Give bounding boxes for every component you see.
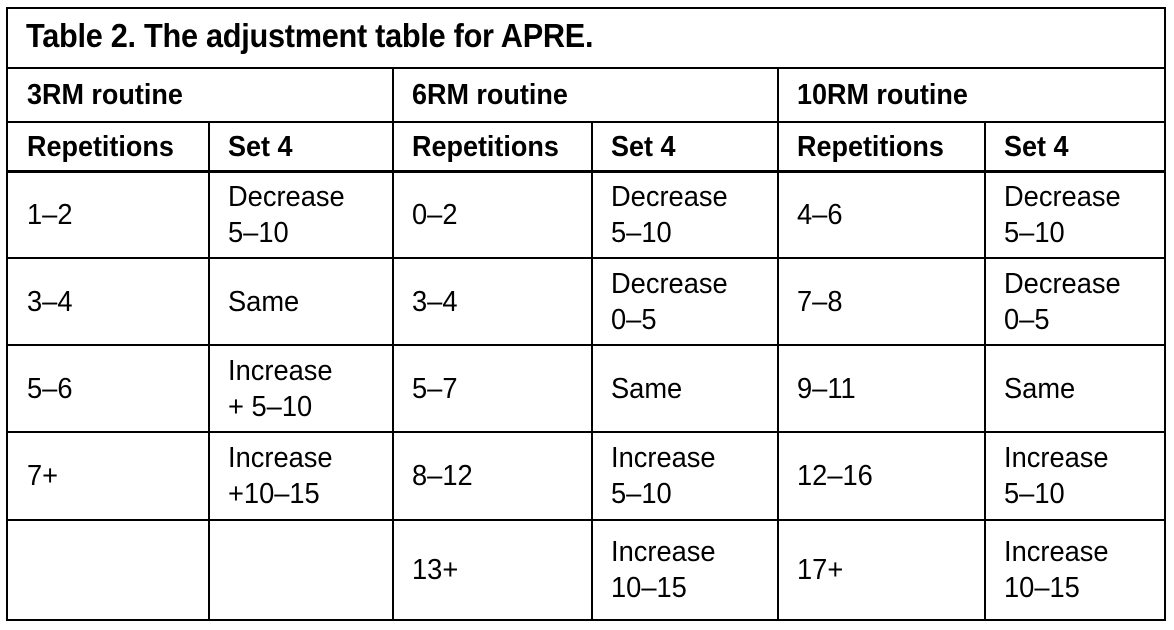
table-cell (797, 345, 859, 432)
table-cell (27, 432, 60, 520)
table-cell-value: Decrease 0–5 (611, 267, 728, 336)
table-cell (797, 172, 845, 258)
table-cell-value: 5–6 (27, 372, 73, 405)
group-header (27, 68, 195, 122)
column-divider (208, 122, 210, 620)
table-cell (27, 172, 75, 258)
column-header (228, 122, 297, 172)
table-cell-value: 1–2 (27, 199, 73, 231)
table-cell (797, 432, 878, 520)
group-header-label: 6RM routine (412, 79, 568, 111)
table-cell-value: 4–6 (797, 199, 843, 231)
column-header-label: Repetitions (797, 131, 944, 163)
table-cell-value: Increase +10–15 (228, 442, 333, 510)
table-cell (228, 258, 304, 345)
group-divider (777, 68, 779, 620)
group-header (412, 68, 580, 122)
table-cell (412, 345, 460, 432)
column-divider (591, 122, 593, 620)
table-cell-value: Decrease 5–10 (228, 181, 345, 249)
table-cell-value: Decrease 5–10 (1004, 181, 1121, 249)
table-cell (27, 258, 75, 345)
table-caption: Table 2. The adjustment table for APRE. (26, 17, 594, 54)
table-cell-value: Increase 10–15 (1004, 536, 1109, 604)
table-cell (1004, 258, 1128, 345)
table-cell-value: Same (611, 372, 683, 405)
group-header (797, 68, 981, 122)
column-divider (984, 122, 986, 620)
table-cell-value: 12–16 (797, 460, 873, 492)
table-cell-value: Increase + 5–10 (228, 354, 333, 423)
column-header-label: Set 4 (1004, 131, 1069, 163)
table-cell (1004, 345, 1080, 432)
column-header (611, 122, 680, 172)
row-divider (8, 257, 1164, 259)
row-divider (8, 344, 1164, 346)
row-divider (8, 519, 1164, 521)
table-cell (412, 432, 477, 520)
column-header (27, 122, 185, 172)
table-cell-value: 17+ (797, 554, 844, 586)
table-cell (228, 432, 339, 520)
table-cell (611, 520, 722, 620)
table-cell (412, 172, 460, 258)
table-cell-value: Increase 5–10 (611, 442, 716, 510)
table-cell (611, 172, 735, 258)
table-cell-value: 0–2 (412, 199, 458, 231)
table-cell (412, 520, 461, 620)
table-cell-value: 7–8 (797, 285, 843, 318)
table-cell-value: Increase 5–10 (1004, 442, 1109, 510)
table-cell-value: Same (1004, 372, 1076, 405)
group-header-label: 3RM routine (27, 79, 183, 111)
column-header-label: Repetitions (412, 131, 559, 163)
table-cell-value: 9–11 (797, 372, 856, 405)
table-cell (228, 172, 352, 258)
column-header-label: Set 4 (611, 131, 676, 163)
table-cell (611, 432, 722, 520)
column-header (412, 122, 570, 172)
group-header-label: 10RM routine (797, 79, 968, 111)
column-header-label: Repetitions (27, 131, 174, 163)
table-cell (1004, 172, 1128, 258)
column-header (797, 122, 955, 172)
table-cell (27, 345, 75, 432)
group-divider (392, 68, 394, 620)
table-cell-value: Same (228, 285, 300, 318)
table-cell-value: 5–7 (412, 372, 458, 405)
table-cell (797, 520, 846, 620)
column-header-label: Set 4 (228, 131, 293, 163)
table-cell-value: 7+ (27, 460, 59, 492)
table-cell-value: Decrease 5–10 (611, 181, 728, 249)
table-cell-value: 3–4 (27, 285, 73, 318)
column-header (1004, 122, 1073, 172)
table-cell-value: 13+ (412, 554, 459, 586)
table-cell-value: Decrease 0–5 (1004, 267, 1121, 336)
table-cell (797, 258, 845, 345)
table-cell (1004, 432, 1115, 520)
table-cell (1004, 520, 1115, 620)
table-cell (412, 258, 460, 345)
table-cell (611, 345, 687, 432)
table-cell-value: Increase 10–15 (611, 536, 716, 604)
table-cell-value: 3–4 (412, 285, 458, 318)
table-cell (611, 258, 735, 345)
table-cell-value: 8–12 (412, 460, 473, 492)
row-divider (8, 431, 1164, 433)
table-cell (228, 345, 339, 432)
